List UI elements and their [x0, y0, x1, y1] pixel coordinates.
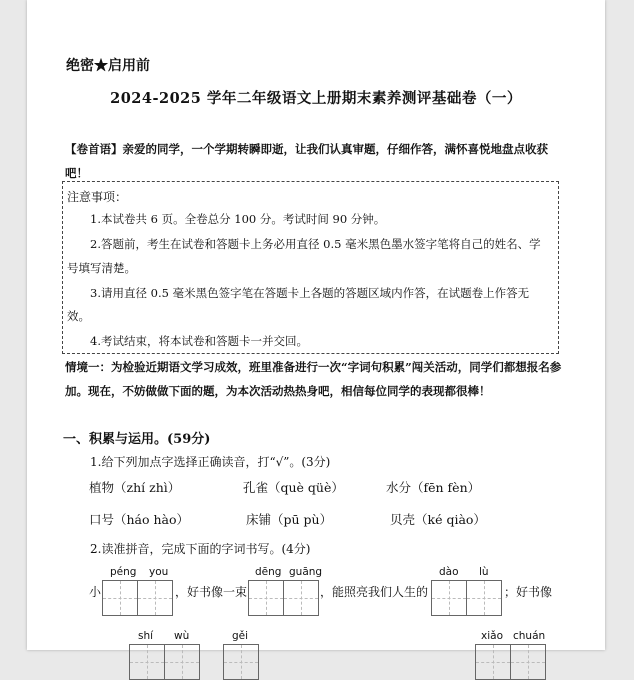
writing-cell[interactable] [475, 644, 511, 680]
question-1: 1.给下列加点字选择正确读音，打“√”。(3分) [90, 455, 331, 469]
writing-grid[interactable] [431, 580, 501, 616]
writing-cell[interactable] [431, 580, 467, 616]
option-item: 孔雀（què qüè） [243, 480, 344, 495]
pinyin: shí [138, 630, 154, 642]
page-title: 2024-2025 学年二年级语文上册期末素养测评基础卷（一） [110, 90, 522, 107]
intro-paragraph: 【卷首语】亲爱的同学，一个学期转瞬即逝，让我们认真审题，仔细作答，满怀喜悦地盘点收获吧！ [65, 142, 548, 180]
writing-cell[interactable] [137, 580, 173, 616]
notice-item: 效。 [67, 309, 90, 323]
pinyin: péng [110, 566, 137, 578]
writing-cell[interactable] [466, 580, 502, 616]
section-heading: 一、积累与运用。(59分) [63, 432, 211, 447]
secret-label: 绝密★启用前 [66, 58, 150, 74]
writing-grid[interactable] [475, 644, 545, 680]
notice-item: 2.答题前，考生在试卷和答题卡上务必用直径 0.5 毫米黑色墨水签字笔将自己的姓名、学 [90, 237, 541, 251]
pinyin: lù [479, 566, 489, 578]
pinyin: wù [174, 630, 190, 642]
exam-paper [27, 0, 605, 650]
question-2: 2.读准拼音，完成下面的字词书写。(4分) [90, 542, 311, 556]
notice-title: 注意事项： [67, 190, 128, 204]
writing-grid[interactable] [248, 580, 318, 616]
notice-item: 号填写清楚。 [67, 261, 136, 275]
writing-cell[interactable] [129, 644, 165, 680]
notice-item: 4.考试结束，将本试卷和答题卡一并交回。 [90, 334, 308, 348]
writing-grid[interactable] [102, 580, 172, 616]
pinyin: dēng [255, 566, 282, 578]
writing-cell[interactable] [102, 580, 138, 616]
pinyin: chuán [513, 630, 546, 642]
sentence-text: ，能照亮我们人生的 [320, 585, 429, 599]
notice-item: 1.本试卷共 6 页。全卷总分 100 分。考试时间 90 分钟。 [90, 212, 386, 226]
pinyin: guāng [289, 566, 323, 578]
option-item: 水分（fēn fèn） [386, 480, 481, 495]
writing-cell[interactable] [164, 644, 200, 680]
notice-item: 3.请用直径 0.5 毫米黑色签字笔在答题卡上各题的答题区域内作答，在试题卷上作答无 [90, 286, 530, 300]
writing-grid[interactable] [129, 644, 199, 680]
pinyin: gěi [232, 630, 249, 642]
option-item: 贝壳（ké qiào） [390, 512, 486, 527]
pinyin: dào [439, 566, 459, 578]
option-item: 口号（háo hào） [89, 512, 190, 527]
sentence-text: 小 [89, 585, 102, 599]
writing-cell[interactable] [248, 580, 284, 616]
pinyin: you [149, 566, 169, 578]
option-item: 植物（zhí zhì） [89, 480, 181, 495]
pinyin: xiǎo [481, 630, 503, 642]
writing-cell[interactable] [510, 644, 546, 680]
writing-cell[interactable] [283, 580, 319, 616]
sentence-text: ；好书像 [504, 585, 553, 599]
notice-box [62, 181, 559, 354]
writing-grid[interactable] [223, 644, 258, 680]
option-item: 床铺（pū pù） [246, 512, 333, 527]
sentence-text: ，好书像一束 [175, 585, 248, 599]
scenario-paragraph: 情境一：为检验近期语文学习成效，班里准备进行一次“字词句积累”闯关活动，同学们都想报名参加。现在，不妨做做下面的题，为本次活动热热身吧，相信每位同学的表现都很棒！ [65, 360, 562, 398]
writing-cell[interactable] [223, 644, 259, 680]
